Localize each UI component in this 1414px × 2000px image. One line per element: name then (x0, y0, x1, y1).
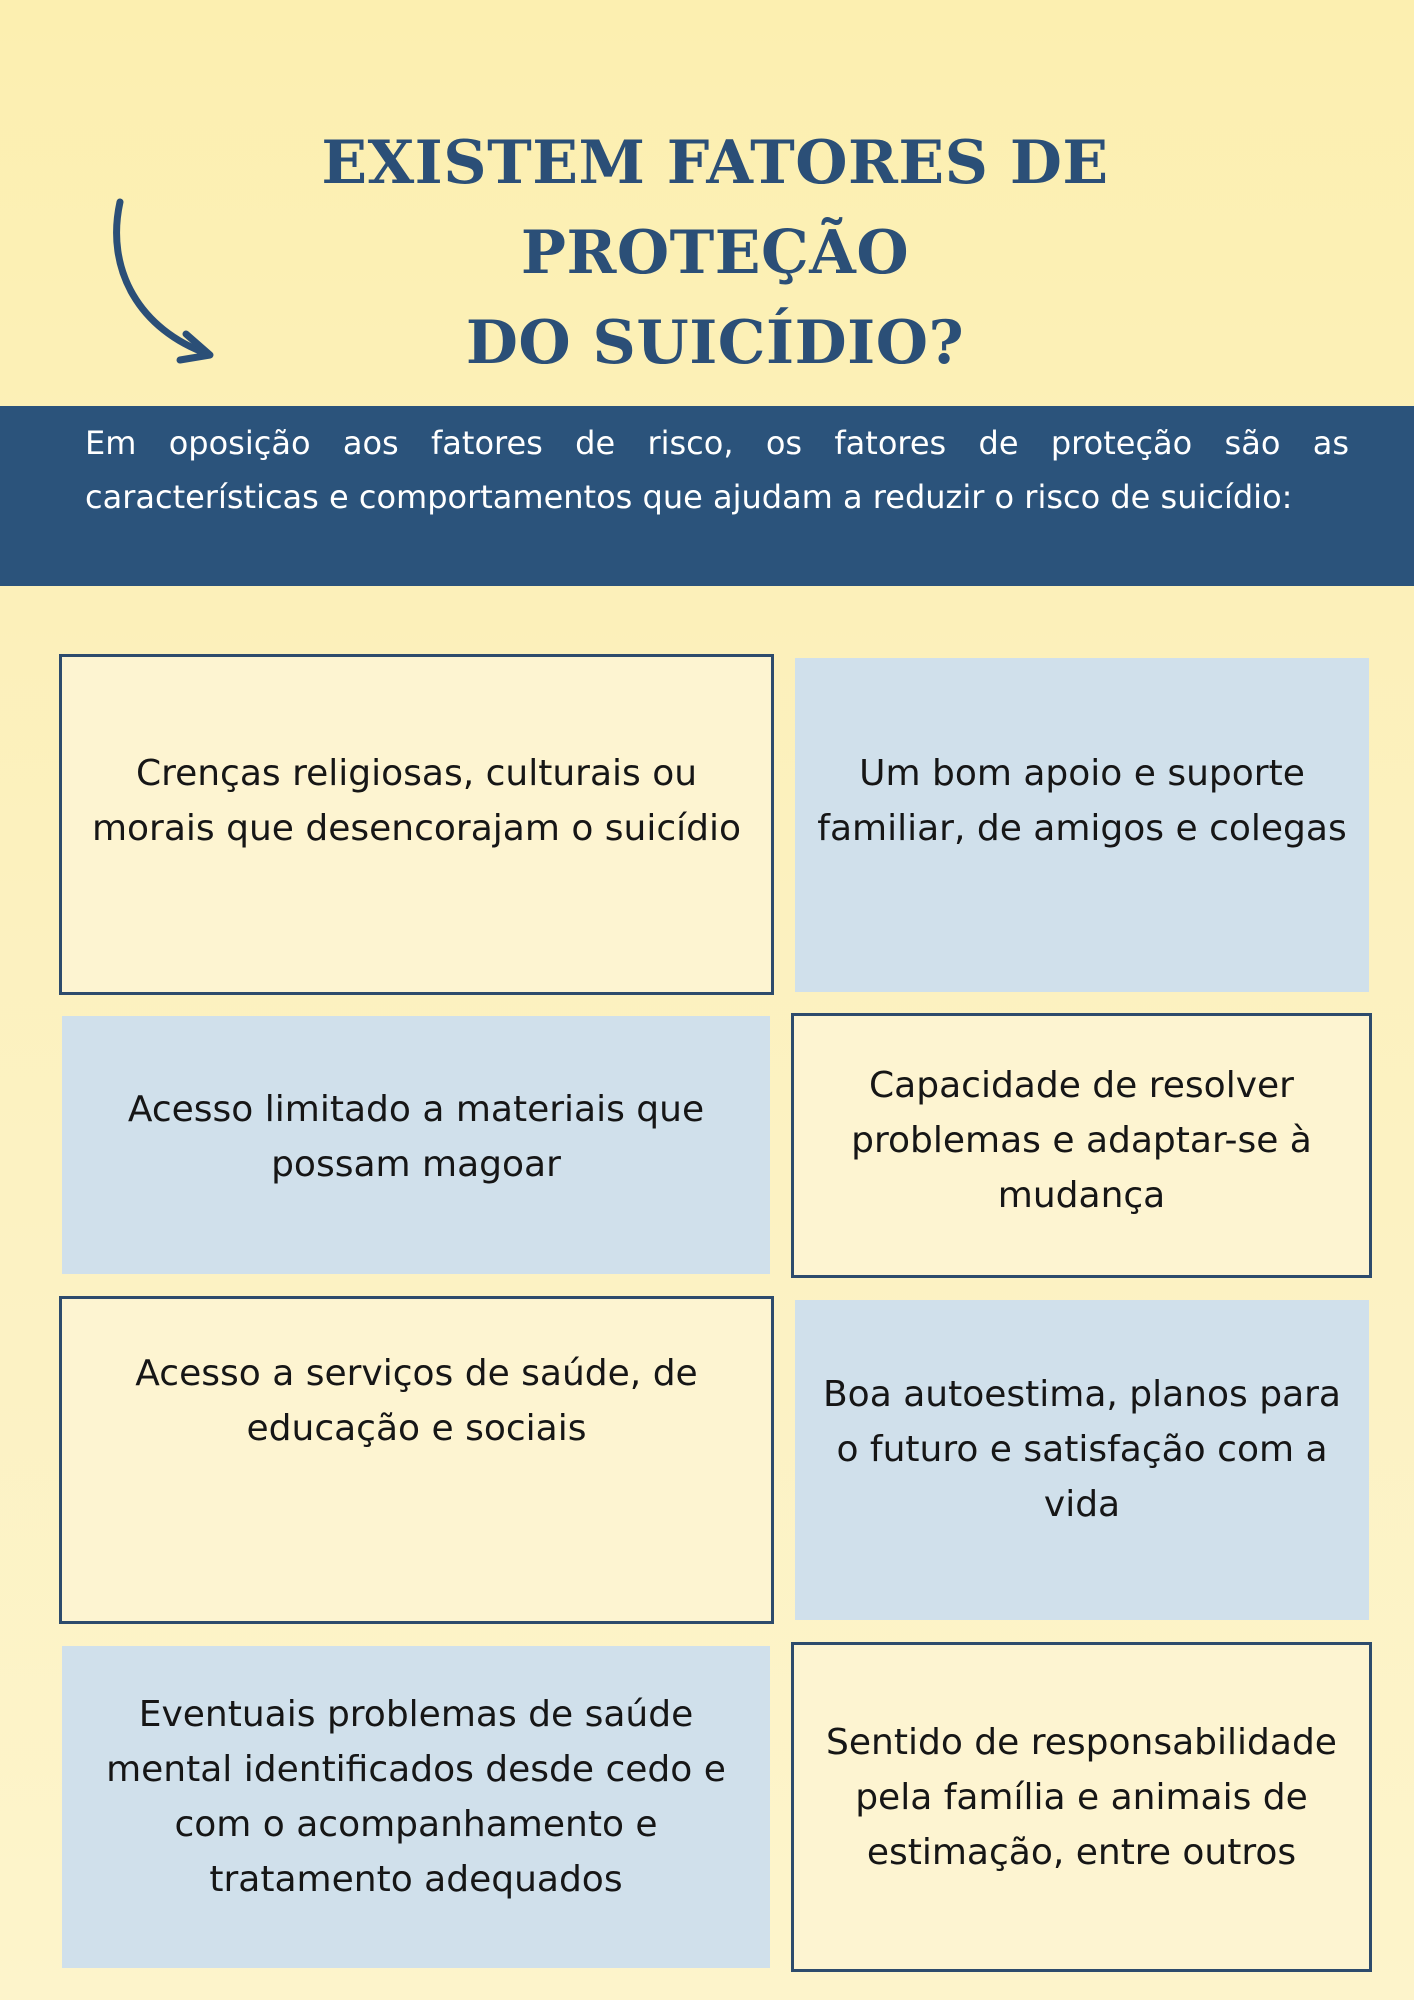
page-title (120, 118, 1310, 388)
factor-card-services (59, 1296, 774, 1624)
factor-card-support (795, 658, 1369, 992)
factor-text: Acesso a serviços de saúde, de educação e sociais (135, 1353, 698, 1449)
curved-arrow-icon (100, 190, 230, 370)
factor-card-problem-solving (791, 1013, 1372, 1278)
factor-card-mental-health (62, 1646, 770, 1968)
factor-card-limited-access (62, 1016, 770, 1274)
intro-banner (0, 406, 1414, 586)
factor-text: Um bom apoio e suporte familiar, de amigos e colegas (817, 753, 1347, 849)
factor-card-responsibility (791, 1642, 1372, 1972)
factor-card-beliefs (59, 654, 774, 995)
title-line-2: DO SUICÍDIO? (465, 308, 965, 378)
factor-text: Sentido de responsabilidade pela família e animais de estimação, entre outros (826, 1721, 1337, 1873)
factor-text: Capacidade de resolver problemas e adaptar-se à mudança (851, 1065, 1312, 1216)
factor-text: Eventuais problemas de saúde mental identificados desde cedo e com o acompanhamento e tratamento adequados (106, 1694, 726, 1900)
factor-text: Boa autoestima, planos para o futuro e satisfação com a vida (822, 1373, 1341, 1525)
factor-card-self-esteem (795, 1300, 1369, 1620)
intro-text: Em oposição aos fatores de risco, os fatores de proteção são as características e comportamentos que ajudam a reduzir o risco de suicídio: (85, 424, 1349, 516)
factor-text: Acesso limitado a materiais que possam magoar (127, 1089, 705, 1185)
factor-text: Crenças religiosas, culturais ou morais que desencorajam o suicídio (91, 752, 742, 849)
title-line-1: EXISTEM FATORES DE PROTEÇÃO (321, 128, 1109, 288)
